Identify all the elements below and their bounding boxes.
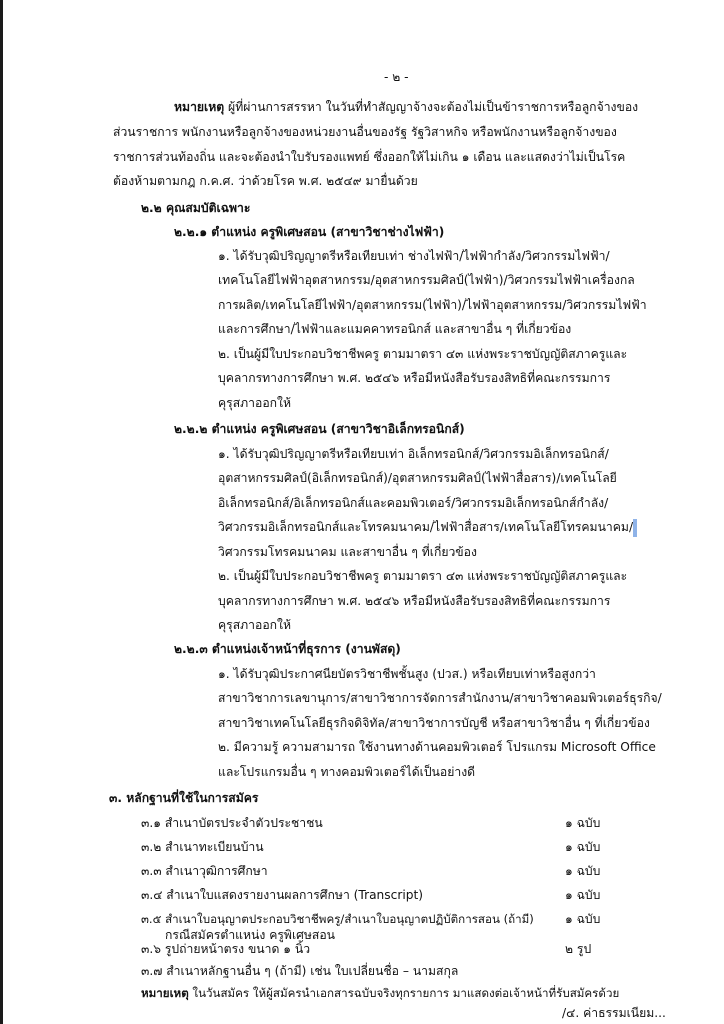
page-number: - ๒ - <box>384 70 409 84</box>
position-2-line: คุรุสภาออกให้ <box>218 618 292 632</box>
note2-text: ในวันสมัคร ให้ผู้สมัครนำเอกสารฉบับจริงทุกรายการ มาแสดงต่อเจ้าหน้าที่รับสมัครด้วย <box>192 986 620 1000</box>
document-qty: ๑ ฉบับ <box>565 912 601 926</box>
document-item: ๓.๓ สำเนาวุฒิการศึกษา <box>141 864 268 878</box>
position-3-line: และโปรแกรมอื่น ๆ ทางคอมพิวเตอร์ได้เป็นอย่างดี <box>218 765 476 779</box>
section-2-2-heading: ๒.๒ คุณสมบัติเฉพาะ <box>141 201 251 215</box>
position-2-line: อิเล็กทรอนิกส์/อิเล็กทรอนิกส์และคอมพิวเตอร์/วิศวกรรมอิเล็กทรอนิกส์กำลัง/ <box>218 496 609 510</box>
position-2-line: อุตสาหกรรมศิลป์(อิเล็กทรอนิกส์)/อุตสาหกรรมศิลป์(ไฟฟ้าสื่อสาร)/เทคโนโลยี <box>218 471 617 485</box>
document-item: ๓.๕ สำเนาใบอนุญาตประกอบวิชาชีพครู/สำเนาใบอนุญาตปฏิบัติการสอน (ถ้ามี) <box>141 912 534 926</box>
position-1-line: บุคลากรทางการศึกษา พ.ศ. ๒๕๔๖ หรือมีหนังสือรับรองสิทธิที่คณะกรรมการ <box>218 371 611 385</box>
position-1-line: และการศึกษา/ไฟฟ้าและแมคคาทรอนิกส์ และสาขาอื่น ๆ ที่เกี่ยวข้อง <box>218 322 572 336</box>
document-item: ๓.๗ สำเนาหลักฐานอื่น ๆ (ถ้ามี) เช่น ใบเปลี่ยนชื่อ – นามสกุล <box>141 964 459 978</box>
position-3-line: สาขาวิชาการเลขานุการ/สาขาวิชาการจัดการสำนักงาน/สาขาวิชาคอมพิวเตอร์ธุรกิจ/ <box>218 691 662 705</box>
document-qty: ๑ ฉบับ <box>565 840 601 854</box>
position-1-line: การผลิต/เทคโนโลยีไฟฟ้า/อุตสาหกรรม(ไฟฟ้า)/ไฟฟ้าอุตสาหกรรม/วิศวกรรมไฟฟ้า <box>218 298 647 312</box>
document-item: ๓.๖ รูปถ่ายหน้าตรง ขนาด ๑ นิ้ว <box>141 942 311 956</box>
next-page-marker: /๔. ค่าธรรมเนียม... <box>562 1006 666 1020</box>
document-item-continuation: กรณีสมัครตำแหน่ง ครูพิเศษสอน <box>165 928 335 942</box>
position-3-line: สาขาวิชาเทคโนโลยีธุรกิจดิจิทัล/สาขาวิชาการบัญชี หรือสาขาวิชาอื่น ๆ ที่เกี่ยวข้อง <box>218 716 650 730</box>
note1-label: หมายเหตุ <box>174 100 225 114</box>
position-1-line: คุรุสภาออกให้ <box>218 396 292 410</box>
position-1-line: ๒. เป็นผู้มีใบประกอบวิชาชีพครู ตามมาตรา ๔๓ แห่งพระราชบัญญัติสภาครูและ <box>218 347 628 361</box>
position-3-line: ๒. มีความรู้ ความสามารถ ใช้งานทางด้านคอมพิวเตอร์ โปรแกรม Microsoft Office <box>218 740 656 754</box>
position-2-heading: ๒.๒.๒ ตำแหน่ง ครูพิเศษสอน (สาขาวิชาอิเล็กทรอนิกส์) <box>174 422 465 436</box>
text-cursor-highlight <box>633 519 637 537</box>
document-qty: ๒ รูป <box>565 942 592 956</box>
note2-line <box>141 984 619 1002</box>
position-2-line: ๒. เป็นผู้มีใบประกอบวิชาชีพครู ตามมาตรา ๔๓ แห่งพระราชบัญญัติสภาครูและ <box>218 569 628 583</box>
position-2-line: วิศวกรรมอิเล็กทรอนิกส์และโทรคมนาคม/ไฟฟ้าสื่อสาร/เทคโนโลยีโทรคมนาคม/ <box>218 520 634 534</box>
position-2-line: ๑. ได้รับวุฒิปริญญาตรีหรือเทียบเท่า อิเล็กทรอนิกส์/วิศวกรรมอิเล็กทรอนิกส์/ <box>218 447 609 461</box>
note2-label: หมายเหตุ <box>141 986 189 1000</box>
document-item: ๓.๒ สำเนาทะเบียนบ้าน <box>141 840 264 854</box>
position-1-heading: ๒.๒.๑ ตำแหน่ง ครูพิเศษสอน (สาขาวิชาช่างไฟฟ้า) <box>174 225 445 239</box>
note1-line-1 <box>174 98 638 116</box>
position-1-line: เทคโนโลยีไฟฟ้าอุตสาหกรรม/อุตสาหกรรมศิลป์(ไฟฟ้า)/วิศวกรรมไฟฟ้าเครื่องกล <box>218 273 635 287</box>
document-qty: ๑ ฉบับ <box>565 864 601 878</box>
document-qty: ๑ ฉบับ <box>565 888 601 902</box>
position-1-line: ๑. ได้รับวุฒิปริญญาตรีหรือเทียบเท่า ช่างไฟฟ้า/ไฟฟ้ากำลัง/วิศวกรรมไฟฟ้า/ <box>218 249 610 263</box>
note1-line-3: ราชการส่วนท้องถิ่น และจะต้องนำใบรับรองแพทย์ ซึ่งออกให้ไม่เกิน ๑ เดือน และแสดงว่าไม่เป็นโรค <box>113 150 626 164</box>
position-3-heading: ๒.๒.๓ ตำแหน่งเจ้าหน้าที่ธุรการ (งานพัสดุ) <box>174 642 401 656</box>
scan-border <box>0 0 3 1024</box>
position-2-line: วิศวกรรมโทรคมนาคม และสาขาอื่น ๆ ที่เกี่ยวข้อง <box>218 545 477 559</box>
document-item: ๓.๔ สำเนาใบแสดงรายงานผลการศึกษา (Transcript) <box>141 888 424 902</box>
document-qty: ๑ ฉบับ <box>565 816 601 830</box>
note1-text-1: ผู้ที่ผ่านการสรรหา ในวันที่ทำสัญญาจ้างจะต้องไม่เป็นข้าราชการหรือลูกจ้างของ <box>228 100 639 114</box>
note1-line-4: ต้องห้ามตามกฎ ก.ค.ศ. ว่าด้วยโรค พ.ศ. ๒๕๔๙ มายื่นด้วย <box>113 174 418 188</box>
document-item: ๓.๑ สำเนาบัตรประจำตัวประชาชน <box>141 816 323 830</box>
position-3-line: ๑. ได้รับวุฒิประกาศนียบัตรวิชาชีพชั้นสูง (ปวส.) หรือเทียบเท่าหรือสูงกว่า <box>218 667 596 681</box>
section-3-heading: ๓. หลักฐานที่ใช้ในการสมัคร <box>109 791 259 805</box>
position-2-line: บุคลากรทางการศึกษา พ.ศ. ๒๕๔๖ หรือมีหนังสือรับรองสิทธิที่คณะกรรมการ <box>218 594 611 608</box>
note1-line-2: ส่วนราชการ พนักงานหรือลูกจ้างของหน่วยงานอื่นของรัฐ รัฐวิสาหกิจ หรือพนักงานหรือลูกจ้างของ <box>113 125 617 139</box>
